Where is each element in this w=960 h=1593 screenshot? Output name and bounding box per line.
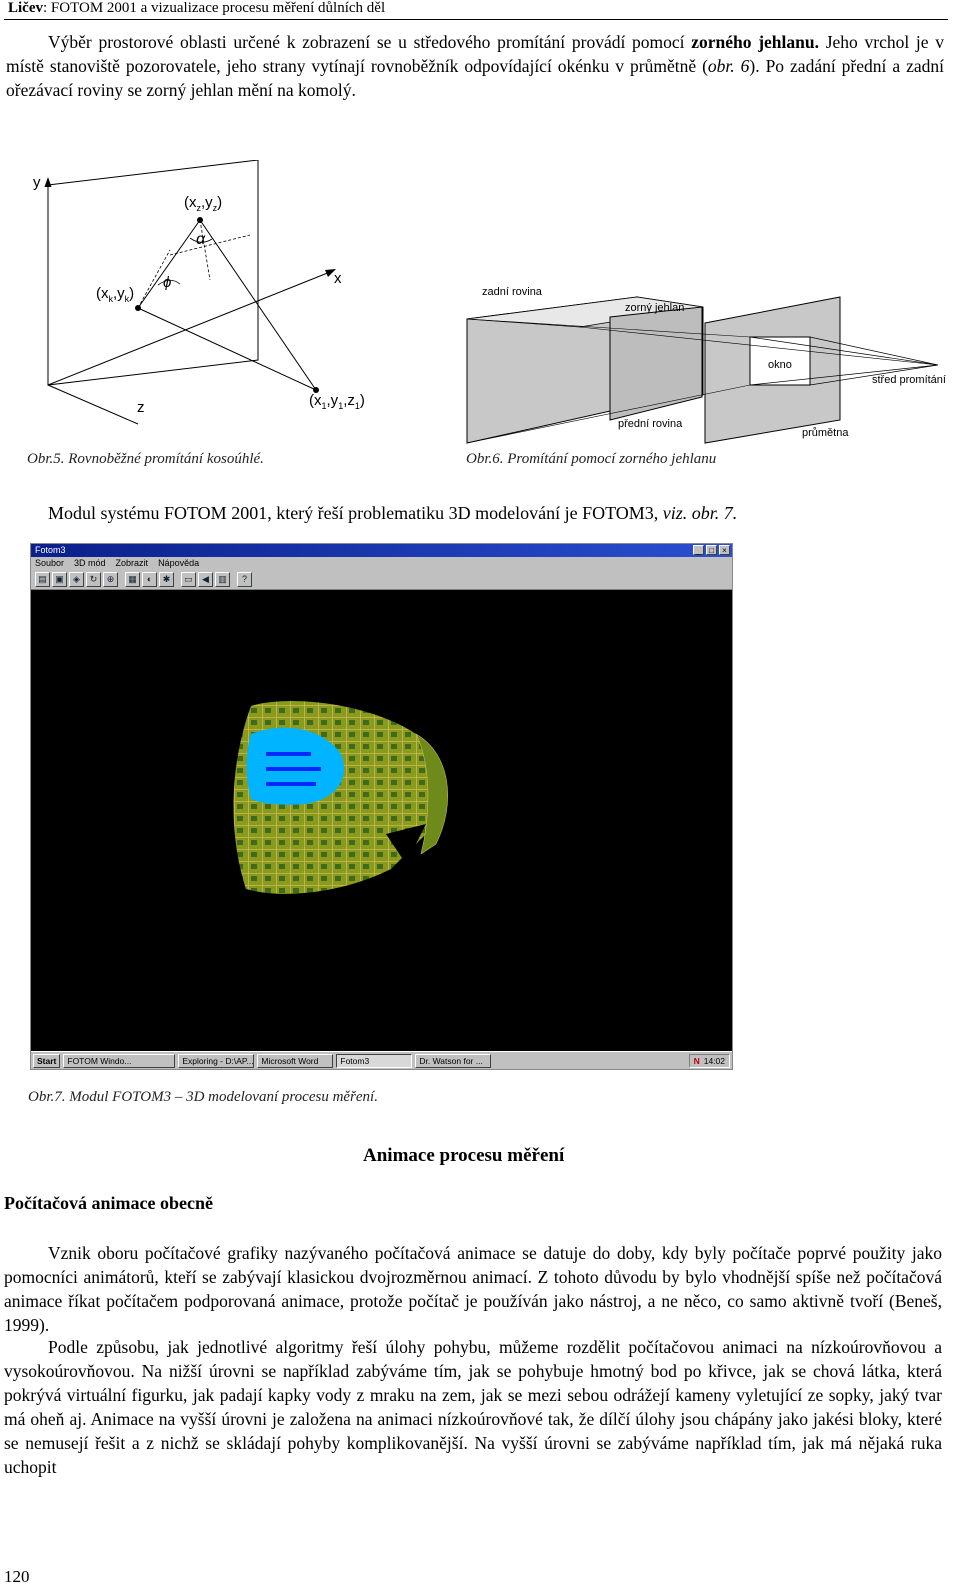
phi-label: ϕ — [163, 274, 172, 291]
figure-6-caption: Obr.6. Promítání pomocí zorného jehlanu — [466, 451, 717, 467]
rotate-icon[interactable]: ↻ — [86, 572, 101, 587]
task-dr-watson[interactable]: Dr. Watson for ... — [415, 1054, 491, 1068]
label-center: střed promítání — [872, 374, 946, 386]
header-rule — [4, 19, 948, 20]
maximize-button[interactable]: □ — [706, 545, 717, 555]
menu-bar — [31, 557, 732, 570]
point-left — [135, 305, 141, 311]
section-title: Animace procesu měření — [363, 1145, 565, 1166]
start-button[interactable]: Start — [33, 1054, 60, 1068]
system-tray — [689, 1054, 730, 1068]
help-icon[interactable]: ? — [237, 572, 252, 587]
fotom3-window — [30, 543, 733, 1070]
page-number: 120 — [4, 1567, 30, 1586]
menu-napoveda[interactable]: Nápověda — [158, 558, 200, 568]
intro-paragraph: Výběr prostorové oblasti určené k zobrazení se u středového promítání provádí pomocí zorného jehlanu. Jeho vrchol je v místě stanoviště pozorovatele, jeho strany vytínají rovnoběžník odpovídající okénku v průmětně (obr. 6). Po zadání přední a zadní ořezávací roviny se zorný jehlan mění na komolý. — [6, 32, 944, 100]
point-bottom-label: $(x_1,y_1,z_1)$ — [309, 392, 365, 411]
menu-3d-mod[interactable]: 3D mód — [74, 558, 106, 568]
body-paragraph-1: Vznik oboru počítačové grafiky nazývaného počítačová animace se datuje do doby, kdy byly počítače poprvé použity jako pomocníci animátorů, kteří se zabývají klasickou dvojrozměrnou animací. Z tohoto důvodu by bylo vhodnější spíše než počítačová animace říkat počítačem podporovaná animace, protože počítač je používán jako nástroj, a ne něco, co samo aktivně tvoří (Beneš, 1999). — [4, 1243, 942, 1335]
point-top-label: $(x_z,y_z)$ — [184, 194, 223, 213]
grid-icon[interactable]: ▦ — [125, 572, 140, 587]
running-head: Ličev: FOTOM 2001 a vizualizace procesu měření důlních děl — [8, 0, 386, 16]
label-back-plane: zadní rovina — [482, 286, 542, 298]
front-plane-shape — [610, 307, 702, 420]
label-frustum: zorný jehlan — [625, 302, 685, 314]
clock: 14:02 — [703, 1056, 725, 1066]
save-icon[interactable]: ▣ — [52, 572, 67, 587]
task-exploring[interactable]: Exploring - D:\AP... — [178, 1054, 254, 1068]
task-fotom3[interactable]: Fotom3 — [336, 1054, 412, 1068]
axis-y-label: y — [33, 174, 41, 191]
minimize-button[interactable]: _ — [693, 545, 704, 555]
module-paragraph: Modul systému FOTOM 2001, který řeší problematiku 3D modelování je FOTOM3, viz. obr. 7. — [48, 503, 738, 523]
zoom-icon[interactable]: ⊕ — [103, 572, 118, 587]
toolbar — [31, 570, 732, 590]
point-top — [197, 217, 203, 223]
figure-5-caption: Obr.5. Rovnoběžné promítání kosoúhlé. — [27, 451, 264, 467]
tray-icon-n[interactable]: N — [693, 1056, 700, 1066]
windows-taskbar — [31, 1051, 732, 1069]
alpha-label: α — [196, 231, 206, 248]
label-front-plane: přední rovina — [618, 418, 683, 430]
task-fotom-windows[interactable]: FOTOM Windo... — [63, 1054, 175, 1068]
arrow-icon[interactable]: ◀ — [198, 572, 213, 587]
axis-z-label: z — [137, 399, 145, 416]
close-button[interactable]: × — [719, 545, 730, 555]
figure-7-caption: Obr.7. Modul FOTOM3 – 3D modelovaní procesu měření. — [28, 1089, 378, 1105]
task-microsoft-word[interactable]: Microsoft Word — [257, 1054, 333, 1068]
view-icon[interactable]: ▭ — [181, 572, 196, 587]
shade-icon[interactable]: ◐ — [142, 572, 157, 587]
subsection-title: Počítačová animace obecně — [4, 1193, 213, 1213]
3d-tunnel-model[interactable] — [221, 694, 481, 914]
axis-x-label: x — [334, 270, 342, 287]
chart-icon[interactable]: ▥ — [215, 572, 230, 587]
label-window: okno — [768, 359, 792, 371]
point-left-label: $(x_k,y_k)$ — [96, 285, 135, 304]
window-title: Fotom3 — [35, 545, 66, 555]
light-icon[interactable]: ✱ — [159, 572, 174, 587]
label-projection-plane: průmětna — [802, 427, 849, 439]
open-icon[interactable]: ▤ — [35, 572, 50, 587]
cube-icon[interactable]: ◈ — [69, 572, 84, 587]
menu-zobrazit[interactable]: Zobrazit — [115, 558, 149, 568]
menu-soubor[interactable]: Soubor — [35, 558, 65, 568]
body-paragraph-2: Podle způsobu, jak jednotlivé algoritmy řeší úlohy pohybu, můžeme rozdělit počítačovou animaci na nízkoúrovňovou a vysokoúrovňovou. Na nižší úrovni se například zabýváme tím, jak se pohybuje hmotný bod po křivce, jak se chová látka, která pokrývá virtuální figurku, jak padají kapky vody z mraku na zem, jak se mezi sebou odrážejí kameny vyletující ze sopky, jaký tvar má oheň aj. Animace na vyšší úrovni je založena na animaci nízkoúrovňové tak, že dílčí úlohy jsou chápány jako jakési bloky, které se nemusejí řešit a z nichž se skládají pohyby komplikovanější. Na vyšší úrovni se zabýváme například tím, jak má nějaká ruka uchopit — [4, 1337, 942, 1477]
projection-plane-shape — [48, 160, 258, 385]
window-titlebar — [31, 544, 732, 557]
figure-6-diagram — [460, 255, 950, 450]
